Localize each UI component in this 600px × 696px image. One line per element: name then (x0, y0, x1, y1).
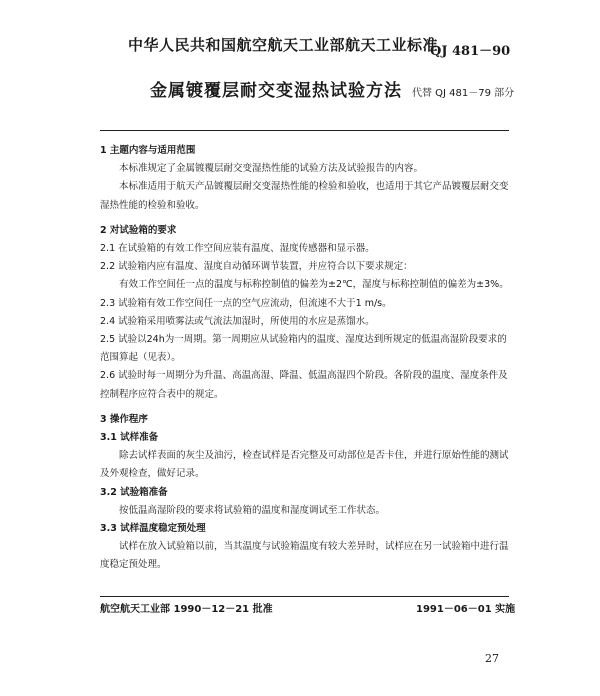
page-number: 27 (485, 652, 499, 665)
document-body (100, 142, 509, 575)
effective-date: 1991－06－01 实施 (416, 604, 516, 615)
clause: 2.4 试验箱采用喷雾法或气流法加湿时，所使用的水应是蒸馏水。 (100, 315, 375, 327)
paragraph: 本标准适用于航天产品镀覆层耐交变湿热性能的检验和验收，也适用于其它产品镀覆层耐交变湿热性能的检验和验收。 (100, 181, 509, 211)
clause: 2.1 在试验箱的有效工作空间应装有温度、湿度传感器和显示器。 (100, 243, 375, 255)
issuing-authority: 中华人民共和国航空航天工业部航天工业标准 (128, 36, 439, 54)
clause: 2.3 试验箱有效工作空间任一点的空气应流动，但流速不大于1 m/s。 (100, 297, 392, 309)
subsection-heading: 3.2 试验箱准备 (100, 486, 168, 498)
paragraph: 本标准规定了金属镀覆层耐交变湿热性能的试验方法及试验报告的内容。 (119, 163, 424, 175)
section-heading: 3 操作程序 (100, 413, 148, 425)
bottom-divider (100, 596, 509, 597)
paragraph: 试样在放入试验箱以前，当其温度与试验箱温度有较大差异时，试样应在另一试验箱中进行温度稳定预处理。 (100, 541, 509, 571)
clause: 2.6 试验时每一周期分为升温、高温高湿、降温、低温高湿四个阶段。各阶段的温度、湿度条件及控制程序应符合表中的规定。 (100, 370, 508, 400)
approval-date: 航空航天工业部 1990－12－21 批准 (100, 604, 273, 615)
replaces-note: 代替 QJ 481－79 部分 (412, 88, 515, 99)
document-title: 金属镀覆层耐交变湿热试验方法 (150, 81, 402, 101)
section-heading: 2 对试验箱的要求 (100, 224, 177, 236)
clause: 2.5 试验以24h为一周期。第一周期应从试验箱内的温度、湿度达到所规定的低温高湿阶段要求的范围算起（见表）。 (100, 334, 507, 364)
standard-number: QJ 481－90 (430, 44, 511, 59)
paragraph: 按低温高湿阶段的要求将试验箱的温度和湿度调试至工作状态。 (119, 504, 386, 516)
paragraph: 有效工作空间任一点的温度与标称控制值的偏差为±2℃，湿度与标称控制值的偏差为±3%。 (119, 279, 509, 291)
top-divider (100, 130, 509, 131)
clause: 2.2 试验箱内应有温度、湿度自动循环调节装置，并应符合以下要求规定： (100, 261, 413, 273)
subsection-heading: 3.3 试样温度稳定预处理 (100, 523, 206, 535)
section-heading: 1 主题内容与适用范围 (100, 145, 196, 156)
subsection-heading: 3.1 试样准备 (100, 432, 159, 444)
paragraph: 除去试样表面的灰尘及油污，检查试样是否完整及可动部位是否卡住，并进行原始性能的测试及外观检查，做好记录。 (100, 450, 509, 480)
